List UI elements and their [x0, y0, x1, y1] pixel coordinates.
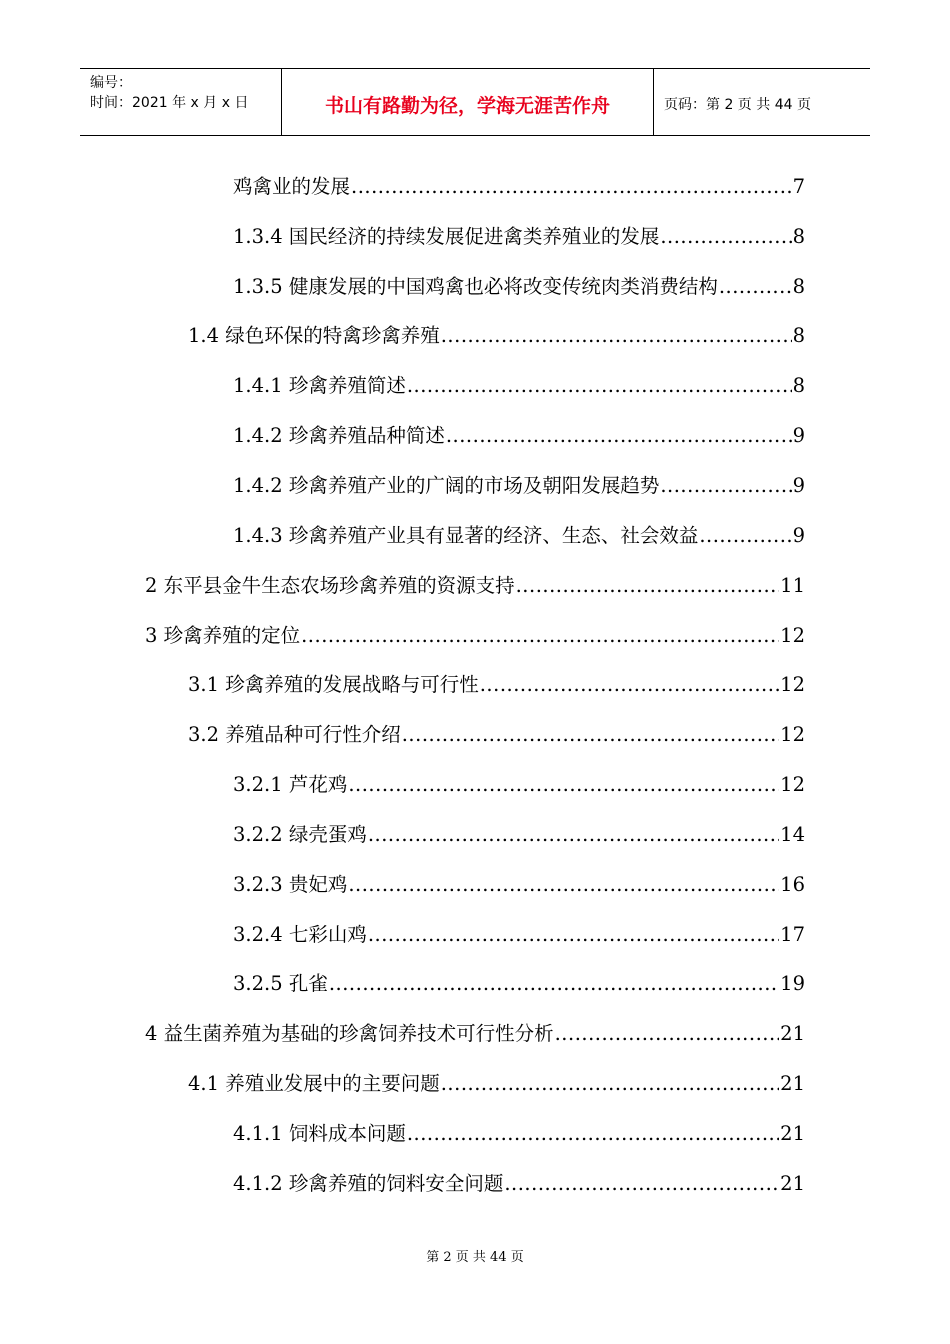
toc-entry[interactable] [0, 359, 950, 409]
toc-entry-page-number: 12 [780, 623, 805, 647]
toc-entry-title: 4.1 养殖业发展中的主要问题 [188, 1072, 440, 1096]
toc-entry[interactable] [0, 310, 950, 360]
toc-entry-page-number: 21 [780, 1121, 805, 1145]
footer-page-number: 第 2 页 共 44 页 [426, 1250, 524, 1265]
header-page-info: 页码：第 2 页 共 44 页 [664, 97, 811, 113]
toc-entry-row [233, 520, 950, 548]
toc-entry-page-number: 14 [780, 822, 805, 846]
toc-entry-page-number: 16 [780, 872, 805, 896]
table-of-contents [0, 160, 950, 1207]
toc-entry-page-number: 21 [780, 1072, 805, 1096]
toc-entry-row [145, 570, 950, 598]
toc-entry-title: 4 益生菌养殖为基础的珍禽饲养技术可行性分析 [145, 1022, 554, 1046]
toc-entry-title: 3.2.5 孔雀 [233, 972, 328, 996]
toc-dot-leader [348, 773, 779, 796]
toc-entry-title: 3.2.3 贵妃鸡 [233, 872, 348, 896]
toc-entry[interactable] [0, 958, 950, 1008]
toc-entry-title: 3.2.1 芦花鸡 [233, 773, 348, 797]
toc-dot-leader [699, 524, 791, 547]
toc-entry-title: 3.1 珍禽养殖的发展战略与可行性 [188, 673, 479, 697]
toc-entry-row [233, 819, 950, 847]
toc-entry-page-number: 21 [780, 1171, 805, 1195]
toc-dot-leader [555, 1022, 780, 1045]
toc-entry-title: 鸡禽业的发展 [233, 174, 351, 198]
toc-entry-row [233, 171, 950, 199]
header-meta-cell [80, 69, 282, 135]
toc-dot-leader [446, 424, 792, 447]
header-page-cell [654, 69, 870, 135]
toc-dot-leader [368, 823, 779, 846]
toc-entry-title: 1.3.5 健康发展的中国鸡禽也必将改变传统肉类消费结构 [233, 274, 718, 298]
toc-entry-page-number: 9 [792, 473, 805, 497]
toc-entry-title: 3 珍禽养殖的定位 [145, 623, 301, 647]
toc-entry[interactable] [0, 260, 950, 310]
toc-entry-row [233, 271, 950, 299]
header-motto: 书山有路勤为径，学海无涯苦作舟 [324, 94, 610, 117]
toc-entry-page-number: 8 [792, 324, 805, 348]
toc-entry-title: 4.1.2 珍禽养殖的饲料安全问题 [233, 1171, 504, 1195]
toc-entry-title: 1.4.2 珍禽养殖品种简述 [233, 424, 445, 448]
toc-entry-title: 3.2.4 七彩山鸡 [233, 922, 367, 946]
toc-dot-leader [407, 1122, 779, 1145]
toc-entry-title: 1.4.1 珍禽养殖简述 [233, 374, 406, 398]
toc-dot-leader [504, 1172, 779, 1195]
toc-dot-leader [301, 624, 779, 647]
toc-entry-page-number: 8 [792, 374, 805, 398]
toc-entry-page-number: 7 [792, 174, 805, 198]
toc-entry-row [188, 1068, 950, 1096]
toc-entry[interactable] [0, 210, 950, 260]
header-motto-cell [282, 69, 654, 135]
toc-entry-title: 1.4.2 珍禽养殖产业的广阔的市场及朝阳发展趋势 [233, 473, 660, 497]
toc-entry[interactable] [0, 658, 950, 708]
toc-dot-leader [719, 275, 792, 298]
toc-entry-title: 2 东平县金牛生态农场珍禽养殖的资源支持 [145, 573, 515, 597]
toc-dot-leader [329, 972, 779, 995]
toc-entry-row [233, 420, 950, 448]
toc-dot-leader [441, 1072, 779, 1095]
toc-entry[interactable] [0, 708, 950, 758]
toc-entry-page-number: 8 [792, 224, 805, 248]
toc-entry-page-number: 19 [780, 972, 805, 996]
toc-entry-page-number: 12 [780, 673, 805, 697]
toc-entry-page-number: 17 [780, 922, 805, 946]
toc-entry-row [233, 370, 950, 398]
toc-entry-row [233, 968, 950, 996]
toc-entry-title: 1.4.3 珍禽养殖产业具有显著的经济、生态、社会效益 [233, 523, 699, 547]
toc-entry-page-number: 12 [780, 773, 805, 797]
toc-dot-leader [348, 873, 779, 896]
page-footer [0, 1246, 950, 1265]
toc-dot-leader [368, 923, 779, 946]
document-number-label: 编号： [90, 75, 132, 91]
toc-entry-page-number: 12 [780, 723, 805, 747]
toc-entry-row [188, 719, 950, 747]
toc-dot-leader [660, 225, 791, 248]
toc-entry-row [233, 470, 950, 498]
toc-dot-leader [351, 175, 792, 198]
toc-entry-row [145, 1018, 950, 1046]
toc-entry[interactable] [0, 1007, 950, 1057]
toc-entry[interactable] [0, 559, 950, 609]
toc-entry-page-number: 9 [792, 523, 805, 547]
toc-entry-page-number: 21 [780, 1022, 805, 1046]
toc-entry-row [233, 1168, 950, 1196]
toc-entry-row [188, 669, 950, 697]
toc-dot-leader [402, 723, 779, 746]
toc-dot-leader [407, 374, 792, 397]
toc-entry-row [233, 221, 950, 249]
toc-entry-row [233, 919, 950, 947]
toc-entry-page-number: 8 [792, 274, 805, 298]
toc-entry-row [233, 769, 950, 797]
toc-entry-page-number: 11 [780, 573, 805, 597]
toc-entry-row [233, 1118, 950, 1146]
toc-entry[interactable] [0, 908, 950, 958]
toc-dot-leader [441, 324, 792, 347]
toc-entry-page-number: 9 [792, 424, 805, 448]
toc-entry-title: 3.2.2 绿壳蛋鸡 [233, 822, 367, 846]
toc-entry-row [233, 869, 950, 897]
toc-entry-row [145, 620, 950, 648]
document-date: 时间：2021 年 x 月 x 日 [90, 95, 249, 111]
toc-entry[interactable] [0, 609, 950, 659]
toc-entry[interactable] [0, 808, 950, 858]
toc-entry-row [188, 320, 950, 348]
toc-entry-title: 4.1.1 饲料成本问题 [233, 1121, 406, 1145]
toc-entry[interactable] [0, 459, 950, 509]
toc-dot-leader [660, 474, 791, 497]
toc-dot-leader [516, 574, 780, 597]
toc-entry[interactable] [0, 858, 950, 908]
toc-entry-title: 3.2 养殖品种可行性介绍 [188, 723, 401, 747]
toc-entry[interactable] [0, 160, 950, 210]
toc-entry-title: 1.4 绿色环保的特禽珍禽养殖 [188, 324, 440, 348]
toc-entry[interactable] [0, 509, 950, 559]
toc-entry[interactable] [0, 1157, 950, 1207]
toc-entry[interactable] [0, 1107, 950, 1157]
page-header [80, 68, 870, 136]
toc-dot-leader [480, 673, 779, 696]
toc-entry[interactable] [0, 409, 950, 459]
toc-entry-title: 1.3.4 国民经济的持续发展促进禽类养殖业的发展 [233, 224, 660, 248]
toc-entry[interactable] [0, 1057, 950, 1107]
toc-entry[interactable] [0, 758, 950, 808]
